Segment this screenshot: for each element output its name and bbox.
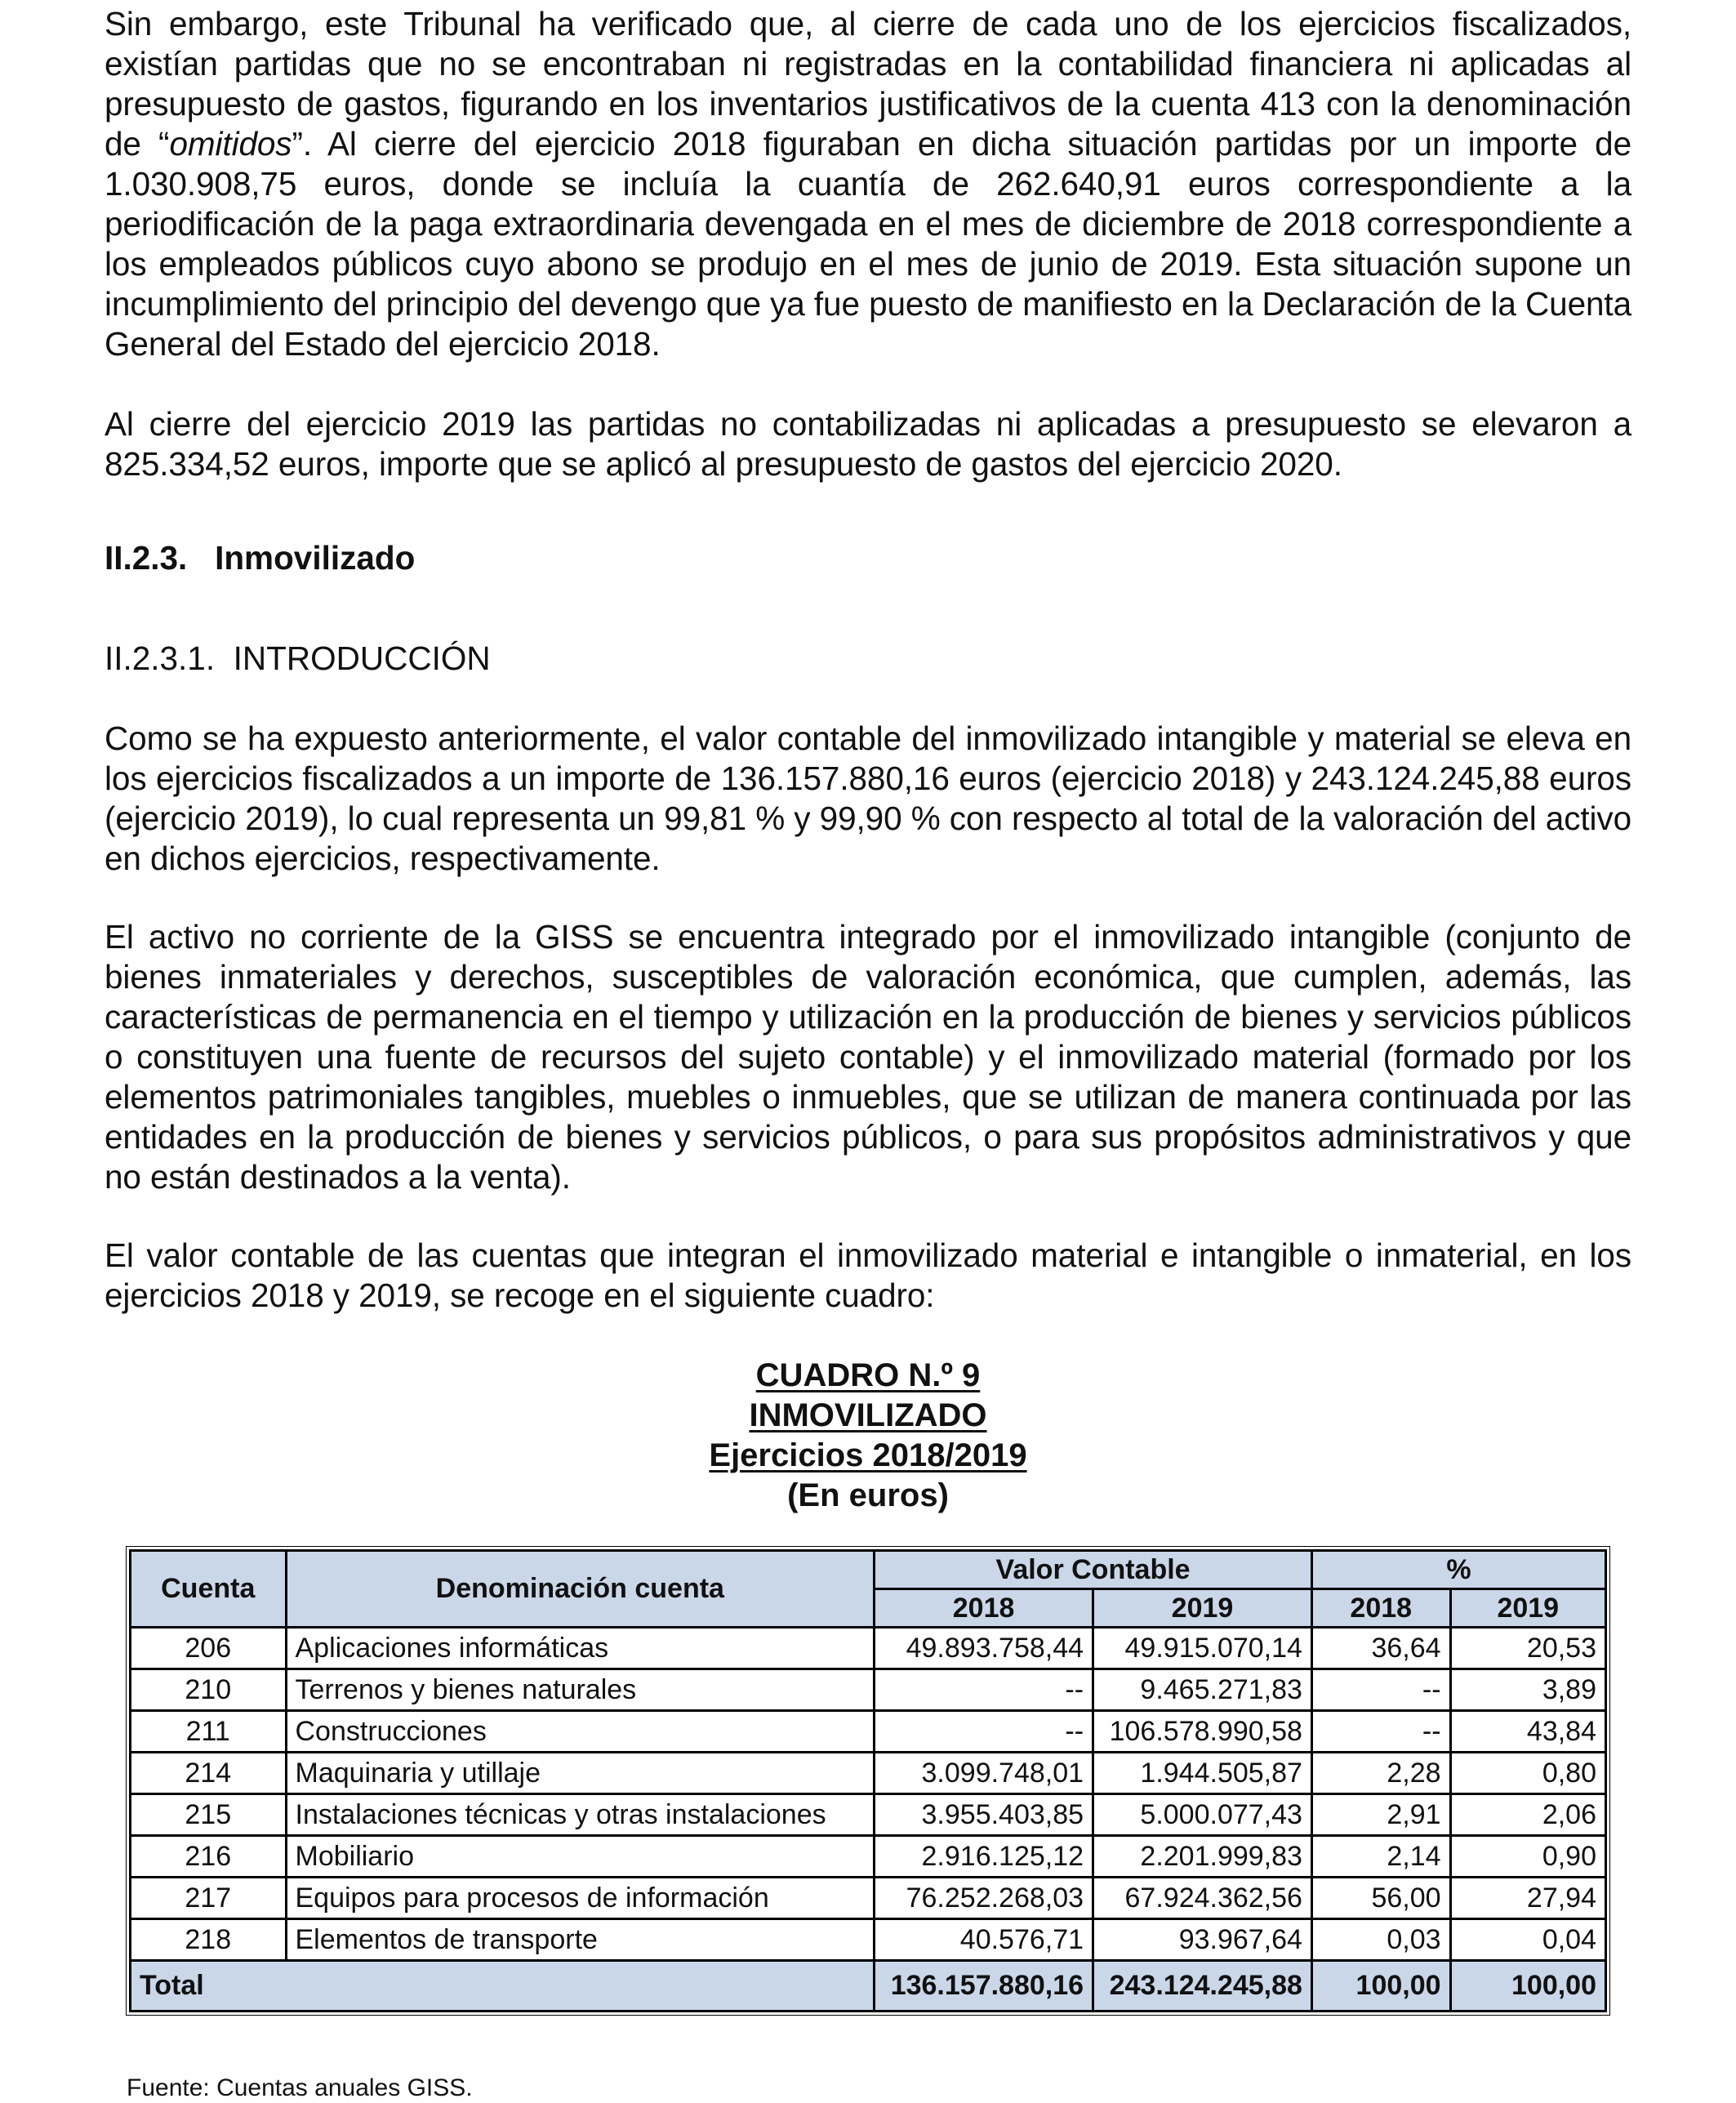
table-row [131,1628,1605,1670]
total-label: Total [131,1962,875,2010]
caption-table-units: (En euros) [787,1477,949,1513]
cell-valor-2019: 5.000.077,43 [1094,1795,1313,1837]
header-valor-contable: Valor Contable [875,1552,1313,1590]
cell-pct-2019: 27,94 [1452,1878,1605,1920]
cell-cuenta: 206 [131,1628,287,1670]
cell-pct-2019: 2,06 [1452,1795,1605,1837]
cell-valor-2018: 3.955.403,85 [875,1795,1094,1837]
cell-valor-2019: 9.465.271,83 [1094,1670,1313,1712]
cell-valor-2018: 40.576,71 [875,1920,1094,1962]
cell-cuenta: 216 [131,1837,287,1878]
total-valor-2018: 136.157.880,16 [875,1962,1094,2010]
cell-cuenta: 214 [131,1753,287,1795]
cell-valor-2019: 1.944.505,87 [1094,1753,1313,1795]
cell-valor-2019: 67.924.362,56 [1094,1878,1313,1920]
total-pct-2019: 100,00 [1452,1962,1605,2010]
header-pct-2019: 2019 [1452,1590,1605,1628]
cell-denominacion: Construcciones [287,1712,876,1753]
cell-valor-2018: -- [875,1712,1094,1753]
caption-table-years: Ejercicios 2018/2019 [709,1437,1027,1473]
cell-denominacion: Aplicaciones informáticas [287,1628,876,1670]
caption-table-number: CUADRO N.º 9 [755,1357,981,1393]
total-valor-2019: 243.124.245,88 [1094,1962,1313,2010]
cell-valor-2019: 49.915.070,14 [1094,1628,1313,1670]
paragraph-valor-contable: Como se ha expuesto anteriormente, el valor contable del inmovilizado intangible y material se eleva en los ejercicios fiscalizados a un importe de 136.157.880,16 euros (ejercicio 2018) y 243.124.245,88 euros (ejercicio 2019), lo cual representa un 99,81 % y 99,90 % con respecto al total de la valoración del activo en dichos ejercicios, respectivamente. [105,720,1631,877]
paragraph-1-italic: omitidos [169,125,292,163]
cell-pct-2019: 3,89 [1452,1670,1605,1712]
cell-cuenta: 211 [131,1712,287,1753]
subsection-heading: II.2.3.1. INTRODUCCIÓN [105,639,491,677]
cell-cuenta: 217 [131,1878,287,1920]
paragraph-cuadro-intro: El valor contable de las cuentas que integran el inmovilizado material e intangible o inmaterial, en los ejercicios 2018 y 2019, se recoge en el siguiente cuadro: [105,1236,1631,1314]
inmovilizado-table [129,1549,1607,2012]
table-row [131,1920,1605,1962]
cell-pct-2019: 0,80 [1452,1753,1605,1795]
cell-pct-2019: 0,04 [1452,1920,1605,1962]
table-header-row [131,1552,1605,1590]
table-caption [0,1356,1736,1516]
cell-valor-2019: 2.201.999,83 [1094,1837,1313,1878]
cell-pct-2018: 0,03 [1313,1920,1452,1962]
cell-valor-2018: -- [875,1670,1094,1712]
header-valor-2018: 2018 [875,1590,1094,1628]
cell-pct-2019: 0,90 [1452,1837,1605,1878]
cell-valor-2018: 76.252.268,03 [875,1878,1094,1920]
cell-pct-2018: 2,28 [1313,1753,1452,1795]
cell-denominacion: Elementos de transporte [287,1920,876,1962]
cell-valor-2018: 2.916.125,12 [875,1837,1094,1878]
table-row [131,1670,1605,1712]
paragraph-1-text-a: Sin embargo, este Tribunal ha verificado que, al cierre de cada uno de los ejercicios fiscalizados, existían partidas que no se encontraban ni registradas en la contabilidad financiera ni aplicadas al presupuesto de gastos, figurando en los inventarios justificativos de la cuenta 413 con la denominación de “ [105,5,1631,163]
table-row [131,1712,1605,1753]
cell-cuenta: 210 [131,1670,287,1712]
cell-denominacion: Instalaciones técnicas y otras instalaciones [287,1795,876,1837]
table-body [131,1628,1605,2010]
cell-pct-2018: 2,14 [1313,1837,1452,1878]
header-denominacion: Denominación cuenta [287,1552,876,1628]
cell-cuenta: 218 [131,1920,287,1962]
total-pct-2018: 100,00 [1313,1962,1452,2010]
cell-pct-2019: 20,53 [1452,1628,1605,1670]
section-heading: II.2.3. Inmovilizado [105,539,416,577]
cell-valor-2018: 3.099.748,01 [875,1753,1094,1795]
header-valor-2019: 2019 [1094,1590,1313,1628]
cell-denominacion: Maquinaria y utillaje [287,1753,876,1795]
cell-pct-2018: 2,91 [1313,1795,1452,1837]
header-pct-2018: 2018 [1313,1590,1452,1628]
cell-pct-2018: 56,00 [1313,1878,1452,1920]
table-row [131,1878,1605,1920]
cell-cuenta: 215 [131,1795,287,1837]
paragraph-omitidos [105,4,1631,364]
cell-valor-2018: 49.893.758,44 [875,1628,1094,1670]
cell-denominacion: Terrenos y bienes naturales [287,1670,876,1712]
cell-valor-2019: 106.578.990,58 [1094,1712,1313,1753]
source-note: Fuente: Cuentas anuales GISS. [127,2074,473,2101]
paragraph-activo-no-corriente: El activo no corriente de la GISS se encuentra integrado por el inmovilizado intangible (conjunto de bienes inmateriales y derechos, susceptibles de valoración económica, que cumplen, además, las características de permanencia en el tiempo y utilización en la producción de bienes y servicios públicos o constituyen una fuente de recursos del sujeto contable) y el inmovilizado material (formado por los elementos patrimoniales tangibles, muebles o inmuebles, que se utilizan de manera continuada por las entidades en la producción de bienes y servicios públicos, o para sus propósitos administrativos y que no están destinados a la venta). [105,918,1631,1196]
table-row [131,1795,1605,1837]
paragraph-2019-partidas: Al cierre del ejercicio 2019 las partidas no contabilizadas ni aplicadas a presupuesto se elevaron a 825.334,52 euros, importe que se aplicó al presupuesto de gastos del ejercicio 2020. [105,405,1631,483]
caption-table-title: INMOVILIZADO [749,1397,987,1433]
cell-pct-2018: 36,64 [1313,1628,1452,1670]
cell-valor-2019: 93.967,64 [1094,1920,1313,1962]
cell-denominacion: Mobiliario [287,1837,876,1878]
cell-denominacion: Equipos para procesos de información [287,1878,876,1920]
paragraph-1-text-b: ”. Al cierre del ejercicio 2018 figuraban en dicha situación partidas por un importe de 1.030.908,75 euros, donde se incluía la cuantía de 262.640,91 euros correspondiente a la periodificación de la paga extraordinaria devengada en el mes de diciembre de 2018 correspondiente a los empleados públicos cuyo abono se produjo en el mes de junio de 2019. Esta situación supone un incumplimiento del principio del devengo que ya fue puesto de manifiesto en la Declaración de la Cuenta General del Estado del ejercicio 2018. [105,125,1631,363]
cell-pct-2019: 43,84 [1452,1712,1605,1753]
cell-pct-2018: -- [1313,1712,1452,1753]
cell-pct-2018: -- [1313,1670,1452,1712]
header-percent: % [1313,1552,1605,1590]
table-row [131,1753,1605,1795]
table-total-row [131,1962,1605,2010]
table-row [131,1837,1605,1878]
header-cuenta: Cuenta [131,1552,287,1628]
